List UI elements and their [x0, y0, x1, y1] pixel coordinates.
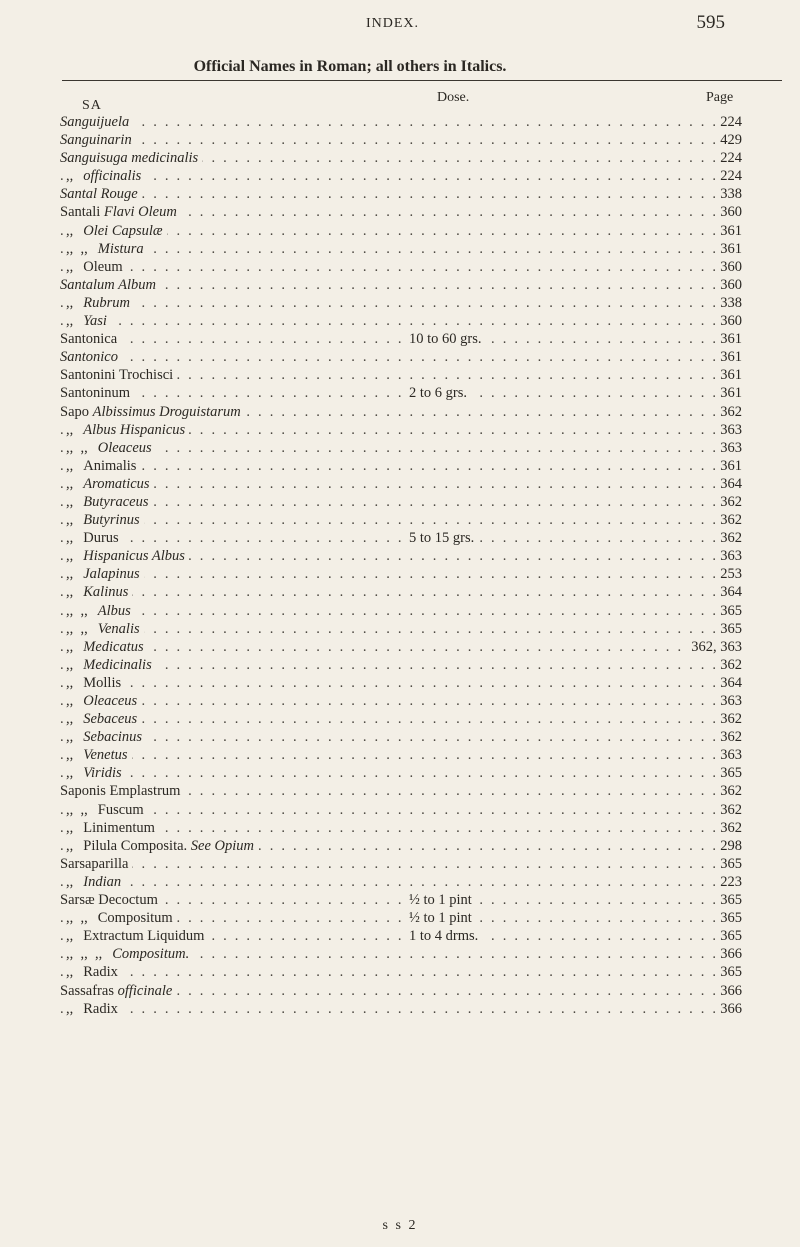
entry-term: officinalis [83, 168, 142, 185]
entry-term-italic: Flavi Oleum [103, 204, 177, 221]
entry-page: 360 [716, 276, 742, 294]
entry-term: Santonico [60, 349, 118, 366]
entry-term: Durus [83, 530, 119, 547]
entry-term: Oleaceus [83, 693, 138, 709]
index-entry [0, 855, 800, 873]
entry-page: 366 [716, 1000, 742, 1018]
dot-leader [60, 692, 743, 710]
entry-name [66, 583, 132, 601]
ditto-mark: ,, ,, [66, 801, 88, 818]
index-entry [0, 891, 800, 909]
entry-dose: ½ to 1 pint [405, 909, 476, 927]
entry-term: Santoninum [60, 385, 131, 402]
ditto-mark: ,, ,, [66, 910, 88, 927]
index-entry [0, 674, 800, 692]
ditto-mark: ,, [66, 693, 74, 709]
index-entry [0, 258, 800, 276]
entry-term: Jalapinus [83, 566, 140, 583]
entry-name [60, 855, 132, 873]
entry-term: Aromaticus [83, 475, 150, 492]
index-entry [0, 511, 800, 529]
entry-name [66, 620, 144, 638]
entry-name [66, 222, 167, 240]
entry-page: 253 [716, 565, 742, 583]
entry-name [66, 439, 156, 457]
index-entries [0, 113, 800, 1018]
index-entry [0, 728, 800, 746]
index-entry [0, 421, 800, 439]
entry-term: Sanguijuela [60, 114, 130, 130]
entry-name [66, 602, 135, 620]
entry-dose: 10 to 60 grs. [405, 330, 486, 348]
dot-leader [60, 240, 743, 258]
entry-name [66, 927, 208, 945]
entry-term: Linimentum [83, 819, 155, 836]
dot-leader [60, 167, 743, 185]
dot-leader [60, 475, 743, 493]
ditto-mark: ,, ,, [66, 240, 88, 257]
index-entry [0, 602, 800, 620]
entry-dose: 2 to 6 grs. [405, 384, 471, 402]
entry-page: 361 [716, 222, 742, 240]
index-entry [0, 746, 800, 764]
dose-column-heading: Dose. [437, 90, 470, 105]
running-title: INDEX. [365, 16, 420, 31]
entry-name [60, 185, 142, 203]
index-entry [0, 203, 800, 221]
dot-leader [60, 963, 743, 981]
ditto-mark: ,, [66, 638, 74, 655]
index-entry [0, 982, 800, 1000]
entry-term: Mollis [83, 674, 122, 691]
entry-page: 362 [716, 710, 742, 728]
entry-term: Kalinus [83, 584, 129, 601]
entry-name [66, 240, 148, 258]
index-entry [0, 583, 800, 601]
index-entry [0, 348, 800, 366]
index-entry [0, 873, 800, 891]
entry-name [60, 131, 136, 149]
entry-name [66, 728, 146, 746]
dot-leader [60, 873, 743, 891]
index-entry [0, 565, 800, 583]
entry-name [66, 819, 159, 837]
entry-page: 361 [716, 240, 742, 258]
dot-leader [60, 728, 743, 746]
dot-leader [60, 583, 743, 601]
index-entry [0, 276, 800, 294]
ditto-mark: ,, [66, 964, 74, 981]
dot-leader [60, 312, 743, 330]
entry-dose: ½ to 1 pint [405, 891, 476, 909]
dot-leader [60, 602, 743, 620]
dot-leader [60, 185, 743, 203]
dot-leader [60, 348, 743, 366]
index-entry [0, 638, 800, 656]
entry-name [66, 511, 144, 529]
index-entry [0, 782, 800, 800]
dot-leader [60, 276, 743, 294]
entry-name [66, 475, 154, 493]
index-entry [0, 403, 800, 421]
ditto-mark: ,, [66, 928, 74, 945]
ditto-mark: ,, [66, 168, 74, 185]
entry-page: 365 [716, 963, 742, 981]
entry-page: 360 [716, 312, 742, 330]
entry-term: Hispanicus Albus [83, 548, 185, 565]
ditto-mark: ,, [66, 421, 74, 438]
index-entry [0, 312, 800, 330]
entry-page: 363 [716, 746, 742, 764]
entry-page: 366 [716, 982, 742, 1000]
entry-page: 365 [716, 891, 742, 909]
entry-page: 362 [716, 493, 742, 511]
entry-dose: 5 to 15 grs. [405, 529, 478, 547]
index-entry [0, 185, 800, 203]
dot-leader [60, 891, 743, 909]
entry-term: Albus [97, 602, 131, 619]
dot-leader [60, 801, 743, 819]
entry-name [66, 746, 132, 764]
ditto-mark: ,, ,, [66, 602, 88, 619]
entry-name [60, 276, 160, 294]
dot-leader [60, 131, 743, 149]
entry-name [66, 873, 125, 891]
entry-term: Santali [60, 204, 101, 221]
entry-page: 365 [716, 602, 742, 620]
entry-page: 362, 363 [687, 638, 742, 656]
entry-term: Sarsæ Decoctum [60, 892, 158, 909]
entry-term-italic: officinale [117, 982, 173, 999]
index-entry [0, 692, 800, 710]
entry-page: 298 [716, 837, 742, 855]
ditto-mark: ,, [66, 729, 74, 746]
entry-page: 363 [716, 547, 742, 565]
ditto-mark: ,, [66, 873, 74, 890]
entry-term: Radix [83, 964, 118, 981]
ditto-mark: ,, [66, 512, 74, 529]
header-rule [62, 80, 782, 81]
entry-term: Medicinalis [83, 656, 152, 673]
entry-page: 363 [716, 692, 742, 710]
entry-term: Yasi [83, 313, 107, 330]
entry-term: Oleaceus [97, 439, 152, 456]
entry-name [66, 837, 258, 855]
entry-name [66, 801, 148, 819]
index-entry [0, 529, 800, 547]
dot-leader [60, 294, 743, 312]
index-entry [0, 149, 800, 167]
entry-term: Indian [83, 873, 122, 890]
ditto-mark: ,, [66, 258, 74, 275]
entry-name [60, 891, 162, 909]
entry-name [66, 710, 141, 728]
entry-page: 224 [716, 113, 742, 131]
entry-page: 362 [716, 656, 742, 674]
dot-leader [60, 529, 743, 547]
entry-name [66, 963, 122, 981]
dot-leader [60, 764, 743, 782]
dot-leader [60, 258, 743, 276]
ditto-mark: ,, [66, 1000, 74, 1017]
entry-name [60, 782, 184, 800]
ditto-mark: ,, [66, 457, 74, 474]
dot-leader [60, 113, 743, 131]
entry-page: 362 [716, 782, 742, 800]
entry-term: Medicatus [83, 638, 144, 655]
entry-page: 361 [716, 348, 742, 366]
index-entry [0, 493, 800, 511]
entry-term: Radix [83, 1000, 118, 1017]
index-entry [0, 439, 800, 457]
page-column-heading: Page [706, 90, 734, 105]
dot-leader [60, 855, 743, 873]
index-entry [0, 330, 800, 348]
entry-page: 360 [716, 258, 742, 276]
entry-name [66, 674, 125, 692]
dot-leader [60, 493, 743, 511]
entry-term: Butyraceus [83, 493, 149, 510]
entry-name [66, 909, 177, 927]
ditto-mark: ,, [66, 819, 74, 836]
entry-page: 223 [716, 873, 742, 891]
entry-name [66, 565, 144, 583]
index-entry [0, 909, 800, 927]
entry-page: 361 [716, 366, 742, 384]
entry-page: 362 [716, 511, 742, 529]
ditto-mark: ,, [66, 475, 74, 492]
entry-page: 429 [716, 131, 742, 149]
ditto-mark: ,, [66, 711, 74, 728]
entry-page: 338 [716, 294, 742, 312]
index-entry [0, 963, 800, 981]
entry-name [66, 547, 189, 565]
entry-term: Fuscum [97, 801, 144, 818]
ditto-mark: ,, [66, 674, 74, 691]
dot-leader [60, 656, 743, 674]
dot-leader [60, 620, 743, 638]
entry-name [60, 203, 181, 221]
entry-name [60, 113, 133, 131]
entry-page: 361 [716, 330, 742, 348]
entry-page: 365 [716, 927, 742, 945]
entry-name [66, 167, 145, 185]
index-entry [0, 927, 800, 945]
entry-page: 362 [716, 728, 742, 746]
ditto-mark: ,, [66, 656, 74, 673]
index-entry [0, 131, 800, 149]
entry-term-italic: Albissimus Droguistarum [92, 403, 241, 420]
ditto-mark: ,, [66, 313, 74, 330]
entry-term: Viridis [83, 765, 122, 782]
entry-page: 362 [716, 801, 742, 819]
entry-page: 224 [716, 149, 742, 167]
index-entry [0, 656, 800, 674]
index-entry [0, 366, 800, 384]
entry-name [66, 493, 152, 511]
entry-name [66, 692, 141, 710]
index-entry [0, 294, 800, 312]
entry-term: Compositum [97, 910, 173, 927]
entry-term: Saponis Emplastrum [60, 783, 181, 800]
entry-term: Butyrinus [83, 512, 140, 529]
entry-name [66, 656, 156, 674]
ditto-mark: ,, ,, [66, 620, 88, 637]
entry-name [66, 638, 148, 656]
entry-page: 364 [716, 674, 742, 692]
index-entry [0, 837, 800, 855]
entry-term: Santonini Trochisci [60, 367, 174, 384]
page-number: 595 [696, 12, 725, 33]
index-entry [0, 167, 800, 185]
entry-term: Sassafras [60, 982, 114, 999]
dot-leader [60, 638, 743, 656]
dot-leader [60, 1000, 743, 1018]
entry-page: 224 [716, 167, 742, 185]
section-heading: SA [82, 98, 102, 113]
entry-term: Venetus [83, 747, 128, 764]
entry-page: 364 [716, 583, 742, 601]
entry-page: 363 [716, 421, 742, 439]
index-entry [0, 547, 800, 565]
ditto-mark: ,, [66, 747, 74, 764]
index-subtitle: Official Names in Roman; all others in Italics. [193, 58, 507, 75]
entry-name [66, 764, 126, 782]
entry-term: Sanguisuga medicinalis [60, 150, 199, 167]
entry-page: 366 [716, 945, 742, 963]
entry-term: Santal Rouge [60, 186, 138, 203]
entry-name [60, 149, 202, 167]
entry-term: Santonica [60, 331, 118, 348]
entry-page: 362 [716, 529, 742, 547]
entry-name [60, 403, 245, 421]
index-entry [0, 475, 800, 493]
entry-name [66, 294, 134, 312]
page-header [60, 12, 725, 36]
index-entry [0, 1000, 800, 1018]
entry-page: 365 [716, 620, 742, 638]
entry-page: 364 [716, 475, 742, 493]
entry-term: Extractum Liquidum [83, 928, 205, 945]
entry-term: Albus Hispanicus [83, 421, 186, 438]
index-entry [0, 819, 800, 837]
entry-term: Sapo [60, 403, 89, 420]
index-entry [0, 801, 800, 819]
entry-page: 362 [716, 403, 742, 421]
entry-page: 365 [716, 855, 742, 873]
index-entry [0, 222, 800, 240]
entry-term: Sebacinus [83, 729, 143, 746]
ditto-mark: ,, [66, 294, 74, 311]
dot-leader [60, 457, 743, 475]
entry-term-italic: See Opium [190, 837, 255, 854]
entry-page: 361 [716, 457, 742, 475]
dot-leader [60, 674, 743, 692]
entry-term: Compositum. [112, 946, 190, 963]
ditto-mark: ,, [66, 548, 74, 565]
entry-term: Sebaceus [83, 711, 138, 728]
dot-leader [60, 746, 743, 764]
signature-mark: s s 2 [382, 1218, 418, 1233]
entry-page: 361 [716, 384, 742, 402]
ditto-mark: ,, [66, 566, 74, 583]
ditto-mark: ,, [66, 584, 74, 601]
entry-term: Pilula Composita. [83, 837, 188, 854]
ditto-mark: ,, ,, [66, 439, 88, 456]
entry-name [66, 1000, 122, 1018]
index-entry [0, 764, 800, 782]
entry-name [60, 384, 134, 402]
dot-leader [60, 710, 743, 728]
entry-page: 363 [716, 439, 742, 457]
entry-term: Rubrum [83, 294, 130, 311]
index-entry [0, 710, 800, 728]
entry-name [60, 982, 176, 1000]
entry-dose: 1 to 4 drms. [405, 927, 482, 945]
index-entry [0, 457, 800, 475]
entry-term: Sanguinarin [60, 132, 132, 149]
entry-term: Oleum [83, 258, 123, 275]
entry-name [66, 258, 127, 276]
index-entry [0, 945, 800, 963]
entry-term: Santalum Album [60, 276, 156, 293]
entry-name [60, 330, 121, 348]
ditto-mark: ,, ,, ,, [66, 946, 103, 963]
entry-name [66, 945, 193, 963]
entry-term: Venalis [97, 620, 140, 637]
index-entry [0, 620, 800, 638]
ditto-mark: ,, [66, 493, 74, 510]
entry-name [66, 312, 111, 330]
ditto-mark: ,, [66, 222, 74, 239]
dot-leader [60, 819, 743, 837]
entry-term: Olei Capsulæ [83, 222, 163, 239]
entry-name [66, 529, 123, 547]
ditto-mark: ,, [66, 837, 74, 854]
entry-page: 338 [716, 185, 742, 203]
dot-leader [60, 565, 743, 583]
ditto-mark: ,, [66, 765, 74, 782]
ditto-mark: ,, [66, 530, 74, 547]
entry-term: Mistura [97, 240, 144, 257]
entry-name [60, 348, 122, 366]
entry-term: Animalis [83, 457, 137, 474]
dot-leader [60, 330, 743, 348]
index-entry [0, 240, 800, 258]
entry-name [66, 457, 140, 475]
entry-page: 365 [716, 909, 742, 927]
entry-page: 362 [716, 819, 742, 837]
dot-leader [60, 384, 743, 402]
index-entry [0, 384, 800, 402]
dot-leader [60, 439, 743, 457]
entry-name [60, 366, 177, 384]
entry-term: Sarsaparilla [60, 855, 129, 872]
entry-name [66, 421, 189, 439]
index-entry [0, 113, 800, 131]
dot-leader [60, 511, 743, 529]
entry-page: 360 [716, 203, 742, 221]
entry-page: 365 [716, 764, 742, 782]
